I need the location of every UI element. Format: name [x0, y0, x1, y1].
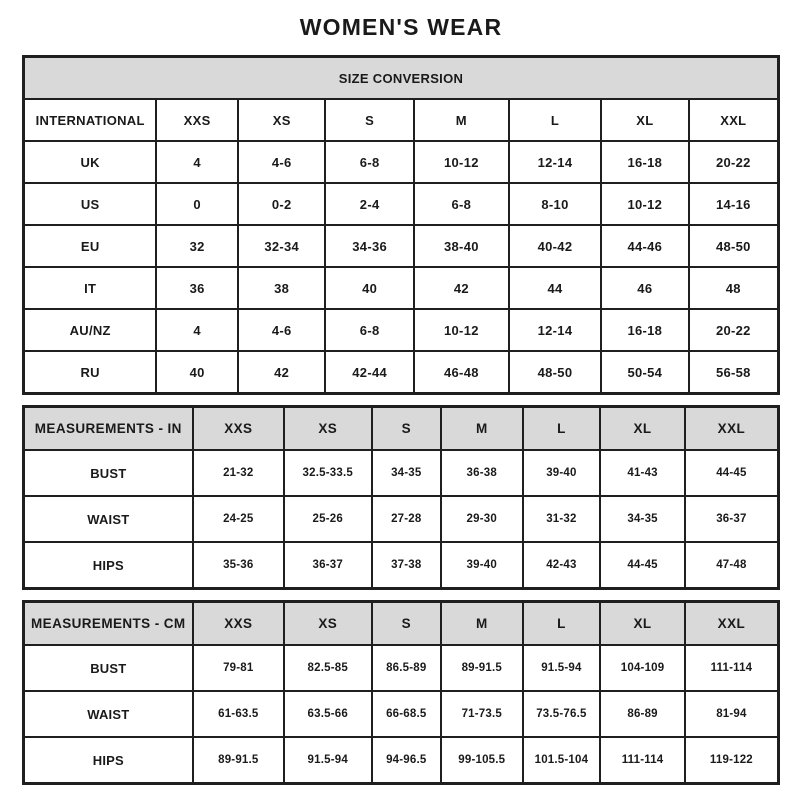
row-label: INTERNATIONAL	[24, 99, 157, 141]
size-cell: 21-32	[193, 450, 284, 496]
size-cell: 48	[689, 267, 779, 309]
size-cell: 104-109	[600, 645, 685, 691]
size-cell: 4-6	[238, 309, 326, 351]
size-cell: 4-6	[238, 141, 326, 183]
column-header: XS	[284, 602, 372, 646]
size-cell: 12-14	[509, 141, 601, 183]
size-cell: 38	[238, 267, 326, 309]
row-label: HIPS	[24, 542, 193, 589]
size-cell: 44-46	[601, 225, 689, 267]
size-cell: 42	[414, 267, 509, 309]
size-cell: 6-8	[325, 141, 413, 183]
column-header: XS	[238, 99, 326, 141]
size-cell: 40-42	[509, 225, 601, 267]
column-header: XL	[600, 602, 685, 646]
column-header: XXS	[193, 407, 284, 451]
column-header: M	[441, 407, 523, 451]
size-cell: 86.5-89	[372, 645, 441, 691]
row-label: BUST	[24, 645, 193, 691]
size-cell: 12-14	[509, 309, 601, 351]
size-cell: 6-8	[414, 183, 509, 225]
size-cell: 42-43	[523, 542, 601, 589]
row-label: IT	[24, 267, 157, 309]
size-cell: 119-122	[685, 737, 779, 784]
column-header: XXL	[685, 407, 779, 451]
size-cell: 36	[156, 267, 238, 309]
size-cell: 2-4	[325, 183, 413, 225]
size-cell: 44-45	[600, 542, 685, 589]
column-header: M	[414, 99, 509, 141]
size-cell: 35-36	[193, 542, 284, 589]
size-cell: 10-12	[414, 141, 509, 183]
column-header: XXS	[156, 99, 238, 141]
column-header: XS	[284, 407, 372, 451]
size-cell: 44-45	[685, 450, 779, 496]
size-cell: 94-96.5	[372, 737, 441, 784]
size-cell: 31-32	[523, 496, 601, 542]
size-cell: 48-50	[509, 351, 601, 394]
size-cell: 32.5-33.5	[284, 450, 372, 496]
size-cell: 36-37	[685, 496, 779, 542]
row-label: HIPS	[24, 737, 193, 784]
row-label: BUST	[24, 450, 193, 496]
row-label: UK	[24, 141, 157, 183]
size-cell: 89-91.5	[441, 645, 523, 691]
size-cell: 40	[325, 267, 413, 309]
size-cell: 73.5-76.5	[523, 691, 601, 737]
size-cell: 111-114	[600, 737, 685, 784]
row-label: WAIST	[24, 496, 193, 542]
column-header: XXL	[689, 99, 779, 141]
table-caption: SIZE CONVERSION	[24, 57, 779, 100]
page-title: WOMEN'S WEAR	[299, 14, 503, 40]
size-cell: 42	[238, 351, 326, 394]
size-cell: 39-40	[441, 542, 523, 589]
size-cell: 10-12	[414, 309, 509, 351]
size-cell: 10-12	[601, 183, 689, 225]
size-cell: 24-25	[193, 496, 284, 542]
row-label: MEASUREMENTS - CM	[24, 602, 193, 646]
size-cell: 86-89	[600, 691, 685, 737]
column-header: L	[523, 407, 601, 451]
size-cell: 34-35	[372, 450, 441, 496]
size-cell: 4	[156, 309, 238, 351]
size-cell: 0	[156, 183, 238, 225]
size-cell: 36-38	[441, 450, 523, 496]
column-header: L	[509, 99, 601, 141]
size-cell: 89-91.5	[193, 737, 284, 784]
column-header: L	[523, 602, 601, 646]
size-cell: 27-28	[372, 496, 441, 542]
size-cell: 61-63.5	[193, 691, 284, 737]
size-cell: 99-105.5	[441, 737, 523, 784]
column-header: S	[325, 99, 413, 141]
size-cell: 91.5-94	[523, 645, 601, 691]
size-cell: 37-38	[372, 542, 441, 589]
size-cell: 50-54	[601, 351, 689, 394]
size-cell: 47-48	[685, 542, 779, 589]
row-label: US	[24, 183, 157, 225]
size-cell: 101.5-104	[523, 737, 601, 784]
size-cell: 25-26	[284, 496, 372, 542]
measurements-in-table	[22, 405, 780, 590]
column-header: M	[441, 602, 523, 646]
row-label: EU	[24, 225, 157, 267]
size-cell: 32	[156, 225, 238, 267]
size-cell: 6-8	[325, 309, 413, 351]
size-cell: 16-18	[601, 309, 689, 351]
size-cell: 46	[601, 267, 689, 309]
row-label: RU	[24, 351, 157, 394]
column-header: S	[372, 602, 441, 646]
size-cell: 63.5-66	[284, 691, 372, 737]
size-cell: 20-22	[689, 309, 779, 351]
size-cell: 79-81	[193, 645, 284, 691]
size-cell: 66-68.5	[372, 691, 441, 737]
size-cell: 41-43	[600, 450, 685, 496]
size-cell: 38-40	[414, 225, 509, 267]
size-conversion-table	[22, 55, 780, 395]
row-label: WAIST	[24, 691, 193, 737]
size-cell: 32-34	[238, 225, 326, 267]
column-header: S	[372, 407, 441, 451]
column-header: XL	[600, 407, 685, 451]
row-label: AU/NZ	[24, 309, 157, 351]
size-cell: 44	[509, 267, 601, 309]
size-cell: 36-37	[284, 542, 372, 589]
size-cell: 56-58	[689, 351, 779, 394]
size-cell: 82.5-85	[284, 645, 372, 691]
size-cell: 40	[156, 351, 238, 394]
size-cell: 29-30	[441, 496, 523, 542]
size-cell: 48-50	[689, 225, 779, 267]
size-cell: 20-22	[689, 141, 779, 183]
size-cell: 34-35	[600, 496, 685, 542]
size-cell: 39-40	[523, 450, 601, 496]
column-header: XL	[601, 99, 689, 141]
size-cell: 71-73.5	[441, 691, 523, 737]
size-cell: 111-114	[685, 645, 779, 691]
size-cell: 14-16	[689, 183, 779, 225]
size-cell: 8-10	[509, 183, 601, 225]
column-header: XXL	[685, 602, 779, 646]
size-cell: 0-2	[238, 183, 326, 225]
size-cell: 46-48	[414, 351, 509, 394]
size-cell: 91.5-94	[284, 737, 372, 784]
size-cell: 16-18	[601, 141, 689, 183]
size-cell: 4	[156, 141, 238, 183]
column-header: XXS	[193, 602, 284, 646]
size-cell: 42-44	[325, 351, 413, 394]
size-cell: 34-36	[325, 225, 413, 267]
row-label: MEASUREMENTS - IN	[24, 407, 193, 451]
measurements-cm-table	[22, 600, 780, 785]
size-cell: 81-94	[685, 691, 779, 737]
